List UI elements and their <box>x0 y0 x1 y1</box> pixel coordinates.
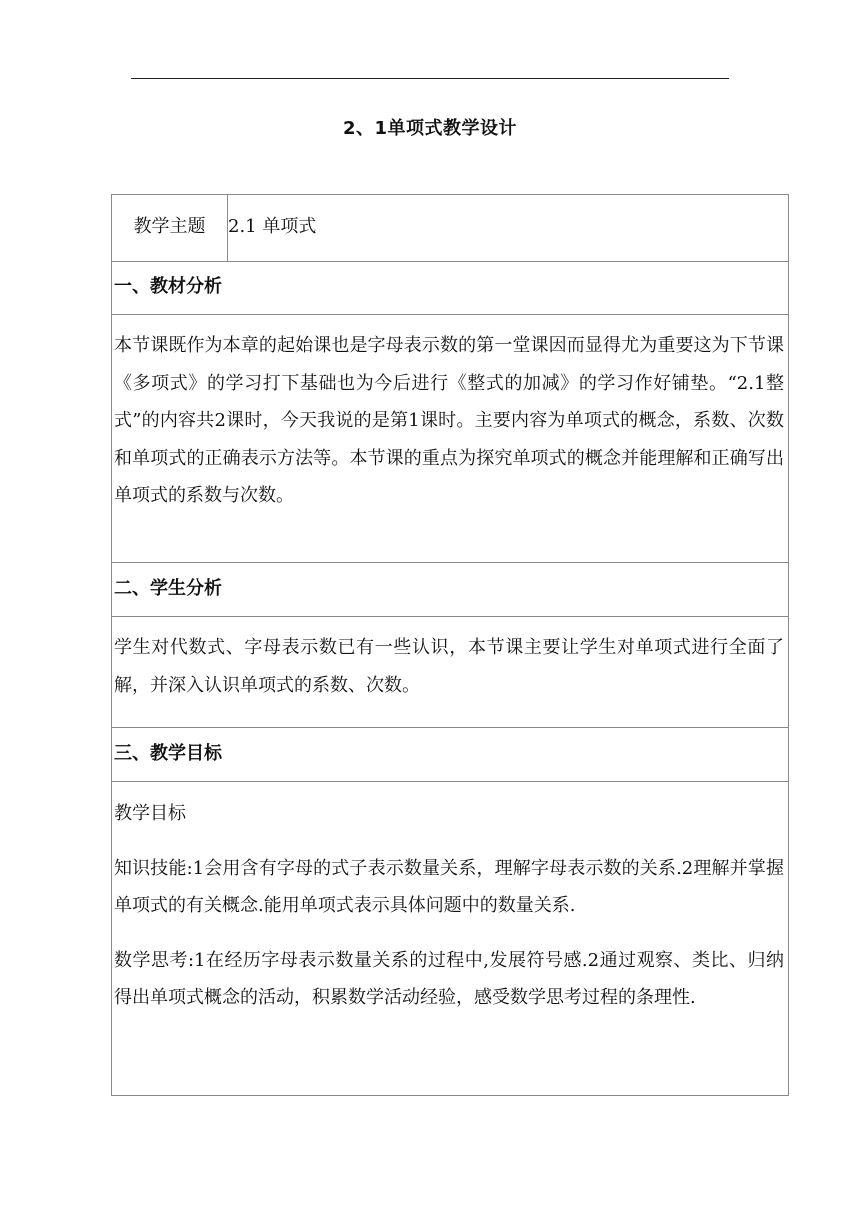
lesson-plan-table <box>111 194 789 1096</box>
section-text-student-analysis: 学生对代数式、字母表示数已有一些认识，本节课主要让学生对单项式进行全面了解，并深入认识单项式的系数、次数。 <box>112 617 788 728</box>
topic-label: 教学主题 <box>112 195 228 261</box>
section-heading-teaching-goals: 三、教学目标 <box>112 728 788 782</box>
goals-math-thinking: 数学思考:1在经历字母表示数量关系的过程中,发展符号感.2通过观察、类比、归纳得出单项式概念的活动，积累数学活动经验，感受数学思考过程的条理性. <box>114 949 784 1008</box>
section-text-textbook-analysis: 本节课既作为本章的起始课也是字母表示数的第一堂课因而显得尤为重要这为下节课《多项式》的学习打下基础也为今后进行《整式的加减》的学习作好铺垫。“2.1整式”的内容共2课时，今天我说的是第1课时。主要内容为单项式的概念，系数、次数和单项式的正确表示方法等。本节课的重点为探究单项式的概念并能理解和正确写出单项式的系数与次数。 <box>112 315 788 563</box>
section-heading-student-analysis: 二、学生分析 <box>112 563 788 617</box>
section-heading-textbook-analysis: 一、教材分析 <box>112 261 788 315</box>
goals-subheading: 教学目标 <box>114 803 186 824</box>
section-body-teaching-goals <box>112 782 788 1095</box>
document-title: 2、1单项式教学设计 <box>342 118 518 139</box>
header-rule <box>131 78 729 79</box>
goals-knowledge-skills: 知识技能:1会用含有字母的式子表示数量关系，理解字母表示数的关系.2理解并掌握单项式的有关概念.能用单项式表示具体问题中的数量关系. <box>114 857 784 916</box>
topic-row <box>112 195 788 262</box>
topic-value: 2.1 单项式 <box>228 216 317 237</box>
